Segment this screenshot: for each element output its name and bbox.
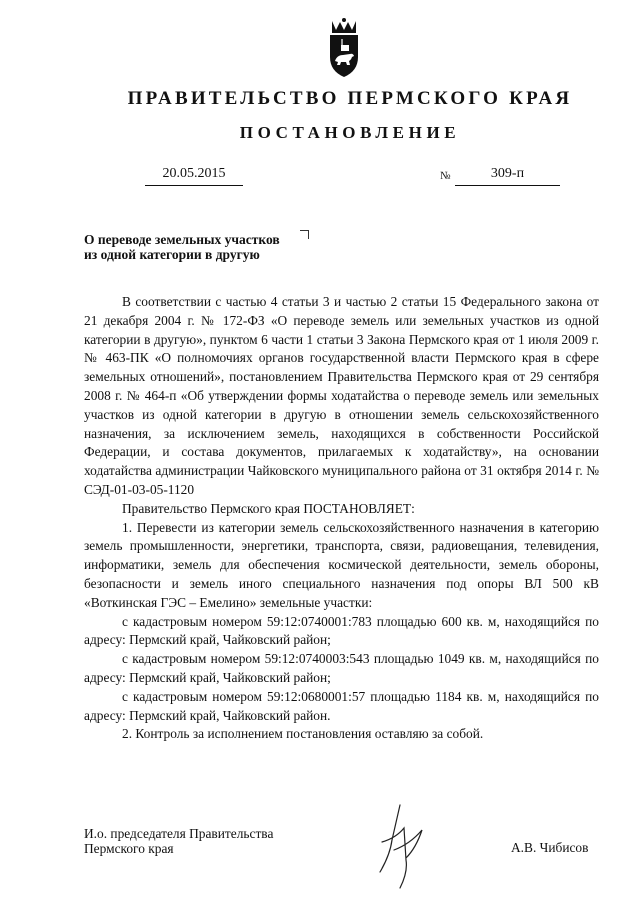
position-line-2: Пермского края <box>84 841 174 856</box>
handwritten-signature <box>370 800 430 895</box>
document-type: ПОСТАНОВЛЕНИЕ <box>239 123 461 142</box>
coat-of-arms-emblem <box>323 17 365 79</box>
corner-mark <box>300 230 309 239</box>
subject-line-2: из одной категории в другую <box>84 247 260 262</box>
document-body <box>84 293 599 744</box>
number-field <box>455 166 560 186</box>
document-number: 309-п <box>490 166 525 181</box>
paragraph-plot-3: с кадастровым номером 59:12:0680001:57 площадью 1184 кв. м, находящийся по адресу: Пермский край, Чайковский район. <box>84 688 599 723</box>
document-subject <box>84 232 280 262</box>
paragraph-basis: В соответствии с частью 4 статьи 3 и частью 2 статьи 15 Федерального закона от 21 декабря 2004 г. № 172-ФЗ «О переводе земель или земельных участков из одной категории в другую», пунктом 6 части 1 статьи 3 Закона Пермского края от 1 июля 2009 г. № 463-ПК «О полномочиях органов государственной власти Пермского края в сфере земельных отношений», постановлением Правительства Пермского края от 29 сентября 2008 г. № 464-п «Об утверждении формы ходатайства о переводе земель или земельных участков из одной категории в другую в отношении земель сельскохозяйственного назначения, за исключением земель, находящихся в собственности Российской Федерации, и состава документов, прилагаемых к ходатайству», на основании ходатайства администрации Чайковского муниципального района от 31 октября 2014 г. № СЭД-01-03-05-1120 <box>84 294 599 497</box>
position-line-1: И.о. председателя Правительства <box>84 826 274 841</box>
paragraph-item-1: 1. Перевести из категории земель сельскохозяйственного назначения в категорию земель промышленности, энергетики, транспорта, связи, радиовещания, телевидения, информатики, земель для обеспечения космической деятельности, земель обороны, безопасности и земель иного специального назначения под опоры ВЛ 500 кВ «Воткинская ГЭС – Емелино» земельные участки: <box>84 519 599 610</box>
date-field <box>145 166 243 186</box>
paragraph-plot-1: с кадастровым номером 59:12:0740001:783 площадью 600 кв. м, находящийся по адресу: Пермский край, Чайковский район; <box>84 613 599 648</box>
signatory-name: А.В. Чибисов <box>511 840 589 855</box>
subject-line-1: О переводе земельных участков <box>84 232 280 247</box>
paragraph-resolves: Правительство Пермского края ПОСТАНОВЛЯЕТ: <box>122 500 415 516</box>
document-date: 20.05.2015 <box>162 166 226 181</box>
paragraph-plot-2: с кадастровым номером 59:12:0740003:543 площадью 1049 кв. м, находящийся по адресу: Пермский край, Чайковский район; <box>84 651 599 685</box>
number-sign: № <box>440 170 451 182</box>
paragraph-item-2: 2. Контроль за исполнением постановления оставляю за собой. <box>122 726 484 742</box>
government-title: ПРАВИТЕЛЬСТВО ПЕРМСКОГО КРАЯ <box>127 88 573 109</box>
signatory-position <box>84 826 273 856</box>
